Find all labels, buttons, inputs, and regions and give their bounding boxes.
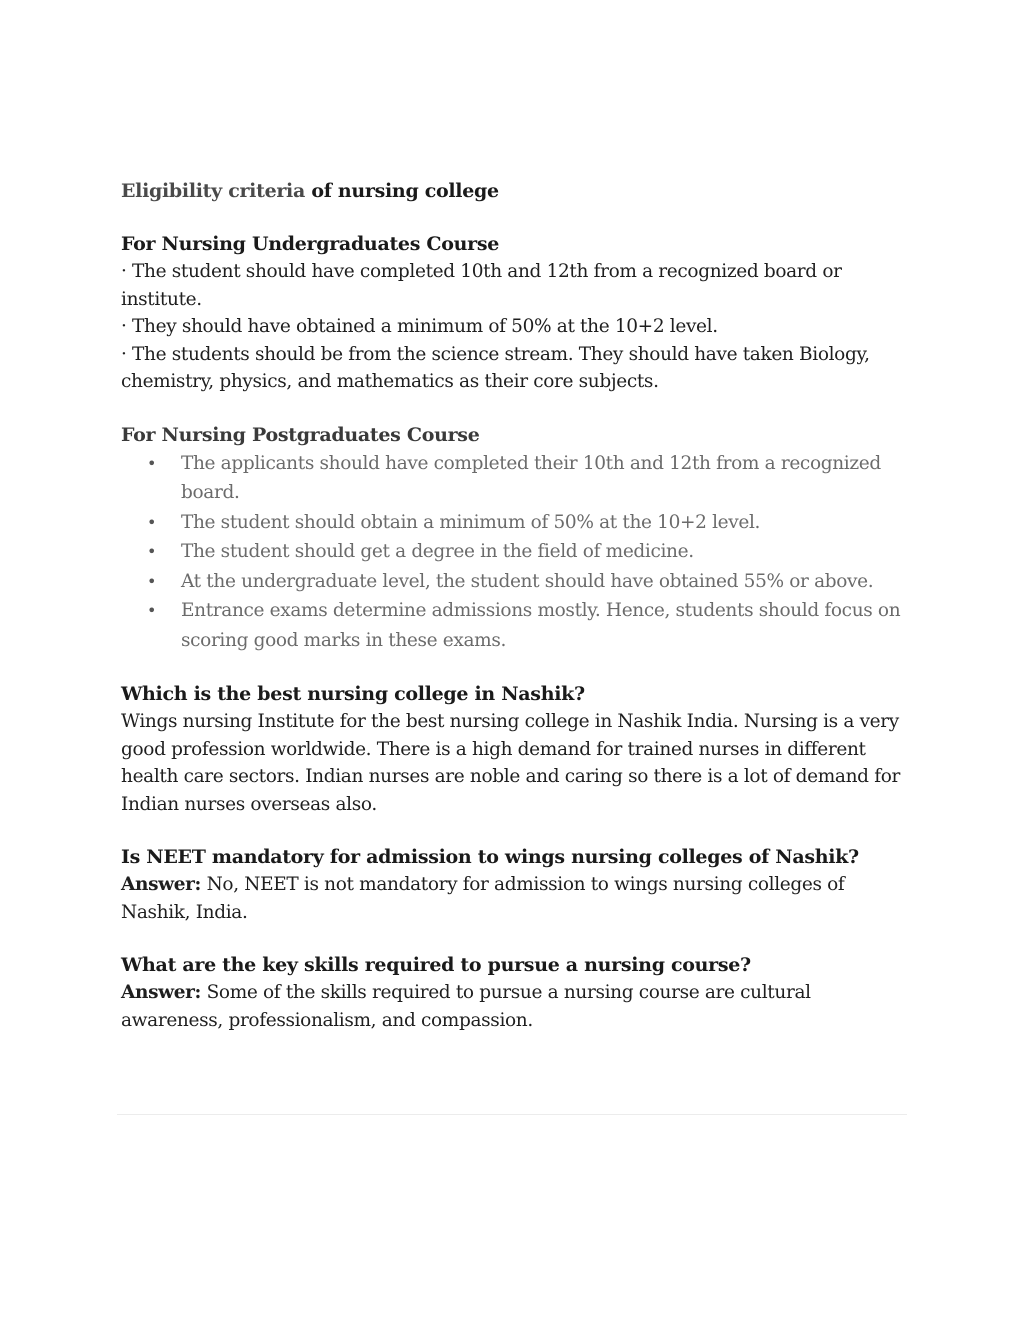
list-item-text: The student should get a degree in the field of medicine. <box>181 541 694 562</box>
list-item <box>121 537 911 567</box>
list-item-text: The student should obtain a minimum of 50% at the 10+2 level. <box>181 511 761 533</box>
document-body <box>121 177 911 1034</box>
bullet-icon: • <box>147 601 157 620</box>
answer-label: Answer: <box>121 982 202 1003</box>
bullet-icon: • <box>147 542 157 561</box>
bullet-icon: • <box>147 512 157 532</box>
answer-label: Answer: <box>121 874 202 895</box>
skills-section <box>121 952 911 1034</box>
page-title-rest: of nursing college <box>305 180 499 202</box>
list-item-text: The applicants should have completed their 10th and 12th from a recognized board. <box>181 452 881 503</box>
page-title-accent: Eligibility criteria <box>121 180 305 202</box>
list-item <box>121 449 911 508</box>
ug-line: · They should have obtained a minimum of 50% at the 10+2 level. <box>121 316 718 337</box>
ug-line: · The students should be from the science stream. They should have taken Biology, chemistry, physics, and mathematics as their core subjects. <box>121 343 870 392</box>
list-item-text: At the undergraduate level, the student should have obtained 55% or above. <box>181 570 874 592</box>
bullet-icon: • <box>147 571 157 591</box>
answer-text: Some of the skills required to pursue a nursing course are cultural awareness, professionalism, and compassion. <box>121 982 811 1031</box>
best-college-body: Wings nursing Institute for the best nursing college in Nashik India. Nursing is a very good profession worldwide. There is a high demand for trained nurses in different health care sectors. Indian nurses are noble and caring so there is a lot of demand for Indian nurses overseas also. <box>121 711 900 815</box>
skills-answer <box>121 979 911 1034</box>
ug-heading: For Nursing Undergraduates Course <box>121 233 500 255</box>
page-title <box>121 177 911 205</box>
list-item-text: Entrance exams determine admissions mostly. Hence, students should focus on scoring good marks in these exams. <box>181 600 901 651</box>
list-item <box>121 567 911 597</box>
neet-section <box>121 844 911 926</box>
best-college-section <box>121 681 911 818</box>
skills-heading: What are the key skills required to pursue a nursing course? <box>121 954 751 976</box>
list-item <box>121 508 911 538</box>
pg-section <box>121 422 911 656</box>
pg-heading: For Nursing Postgraduates Course <box>121 423 480 446</box>
divider <box>117 1114 907 1115</box>
neet-heading: Is NEET mandatory for admission to wings nursing colleges of Nashik? <box>121 846 859 868</box>
answer-text: No, NEET is not mandatory for admission to wings nursing colleges of Nashik, India. <box>121 874 845 923</box>
best-college-heading: Which is the best nursing college in Nashik? <box>121 683 585 705</box>
ug-section <box>121 231 911 396</box>
list-item <box>121 596 911 655</box>
ug-line: · The student should have completed 10th and 12th from a recognized board or institute. <box>121 261 842 310</box>
neet-answer <box>121 871 911 926</box>
pg-list <box>121 449 911 656</box>
bullet-icon: • <box>147 453 157 473</box>
